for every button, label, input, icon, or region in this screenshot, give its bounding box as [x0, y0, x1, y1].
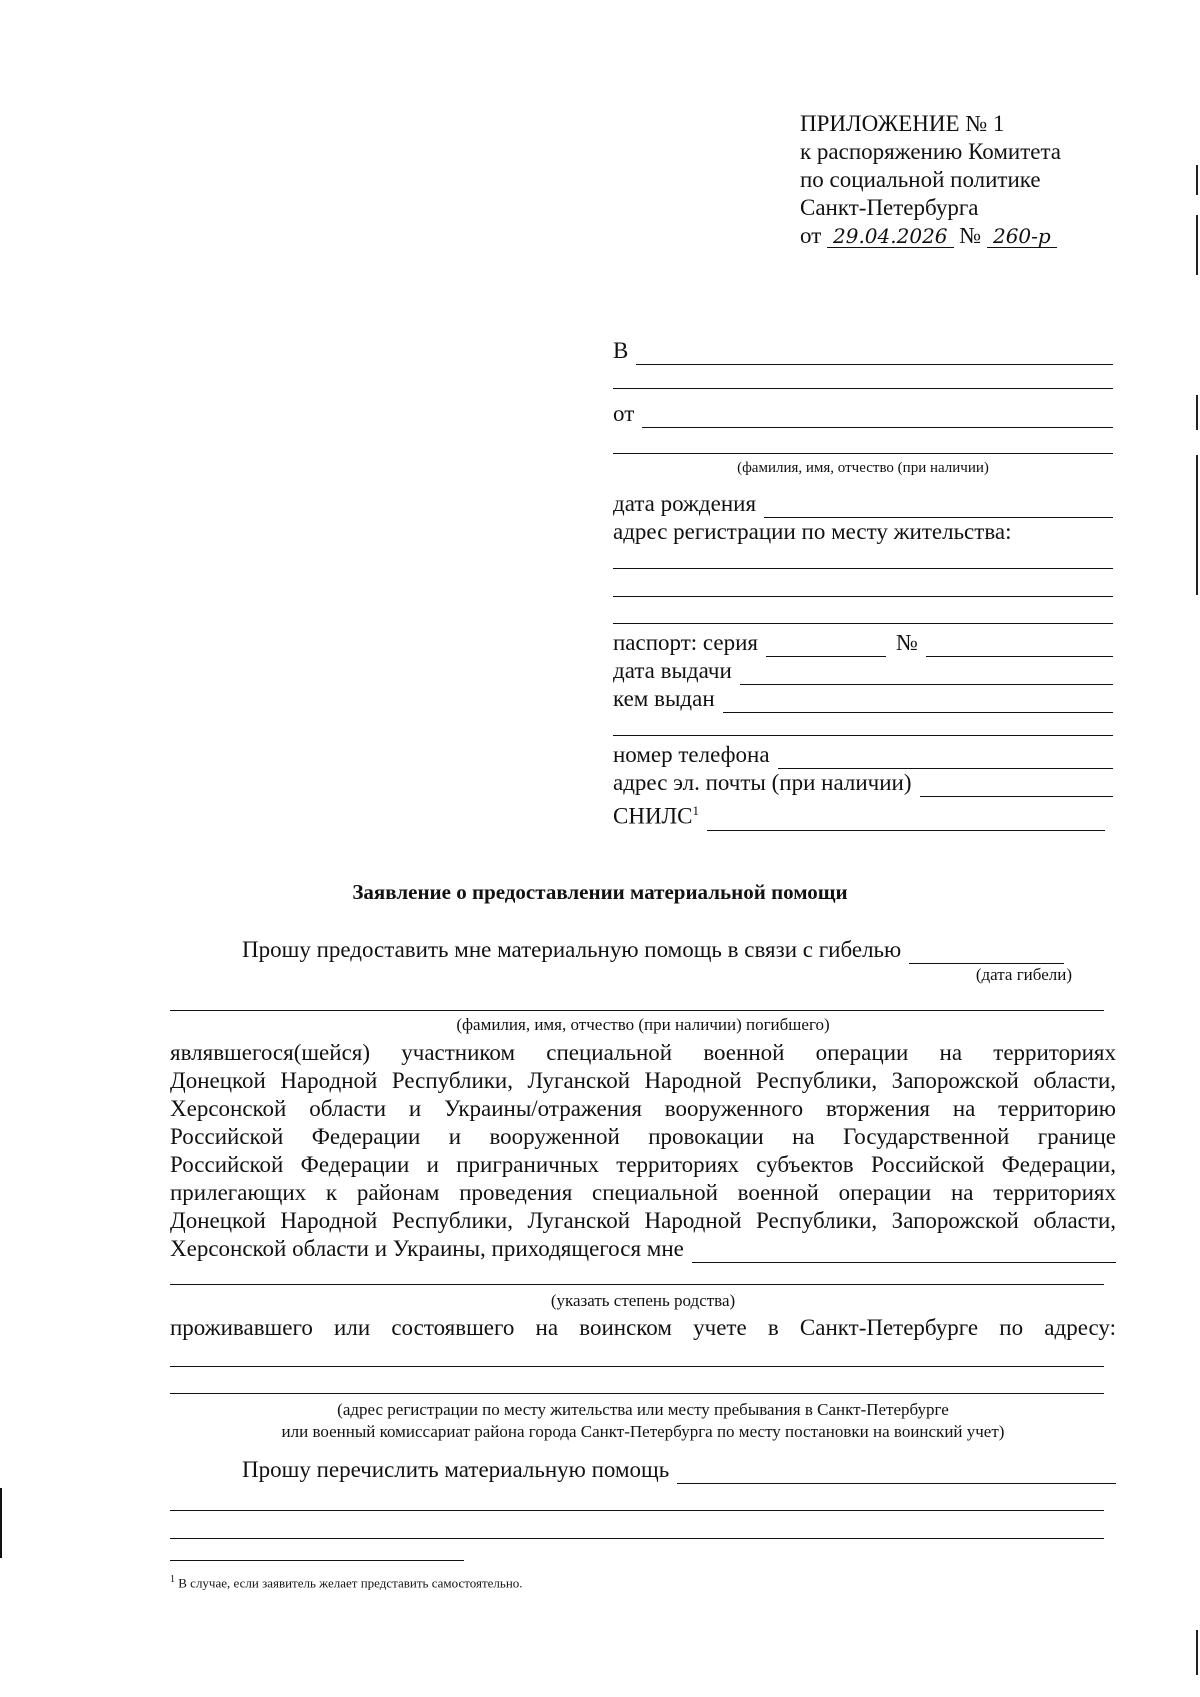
passport-number-label: № [896, 630, 918, 655]
to-row [613, 337, 1113, 365]
appendix-date-row [800, 222, 1061, 250]
body-line-5: Российской Федерации и приграничных территориях субъектов Российской Федерации, [170, 1152, 1116, 1177]
death-date-caption: (дата гибели) [975, 965, 1072, 984]
body-line-2: Донецкой Народной Республики, Луганской Народной Республики, Запорожской области, [170, 1068, 1116, 1093]
appendix-line-4: Санкт-Петербурга [800, 195, 979, 220]
kinship-field[interactable] [692, 1240, 1116, 1263]
residence-address-line-2[interactable] [170, 1393, 1116, 1394]
issued-by-label: кем выдан [613, 686, 715, 711]
snils-footnote-mark: 1 [692, 803, 700, 818]
address-caption-line-1: (адрес регистрации по месту жительства или месту пребывания в Санкт-Петербурге [337, 1400, 949, 1419]
body-line-1: являвшегося(шейся) участником специальной военной операции на территориях [170, 1040, 1116, 1065]
from-label: от [613, 401, 635, 426]
residence-text: проживавшего или состоявшего на воинском учете в Санкт-Петербурге по адресу: [170, 1315, 1116, 1340]
kinship-field-line-2[interactable] [170, 1284, 1116, 1285]
appendix-block [800, 110, 1061, 250]
date-prefix: от [800, 223, 822, 248]
phone-field[interactable] [778, 746, 1113, 769]
email-field[interactable] [920, 774, 1114, 797]
footnote-text: В случае, если заявитель желает представить самостоятельно. [178, 1575, 523, 1591]
birth-date-block [613, 490, 1113, 546]
footnote-mark: 1 [170, 1574, 175, 1585]
scan-edge-mark [1196, 215, 1198, 275]
body-line-8: Херсонской области и Украины, приходящегося мне [170, 1236, 684, 1261]
passport-series-label: паспорт: серия [613, 630, 759, 655]
address-line-1[interactable] [613, 568, 1113, 569]
birth-date-label: дата рождения [613, 491, 757, 516]
scan-edge-mark [1196, 1630, 1198, 1675]
to-label: В [613, 338, 629, 363]
appendix-line-2: к распоряжению Комитета [800, 139, 1061, 164]
footnote-rule [170, 1560, 464, 1561]
footnote [170, 1574, 523, 1591]
deceased-name-field[interactable] [170, 1010, 1116, 1011]
handwritten-number: 260-р [987, 225, 1057, 248]
snils-label: СНИЛС$^1$ [613, 803, 700, 829]
phone-label: номер телефона [613, 742, 770, 767]
scan-edge-mark [1196, 395, 1198, 430]
contact-block [613, 741, 1113, 831]
transfer-field-line-2[interactable] [170, 1510, 1116, 1511]
email-label: адрес эл. почты (при наличии) [613, 770, 912, 795]
snils-field[interactable] [707, 808, 1105, 831]
from-row [613, 400, 1113, 428]
appendix-title: ПРИЛОЖЕНИЕ № 1 [800, 111, 1005, 136]
transfer-field[interactable] [677, 1461, 1116, 1484]
request-block [170, 936, 1116, 986]
body-line-6: прилегающих к районам проведения специальной военной операции на территориях [170, 1180, 1116, 1205]
residence-address-line-1[interactable] [170, 1366, 1116, 1367]
applicant-form [613, 337, 1113, 365]
passport-block [613, 629, 1113, 713]
transfer-field-line-3[interactable] [170, 1538, 1116, 1539]
issued-by-field[interactable] [723, 690, 1113, 713]
body-line-4: Российской Федерации и вооруженной провокации на Государственной границе [170, 1124, 1116, 1149]
to-field-line-2[interactable] [613, 388, 1113, 389]
number-prefix: № [959, 223, 982, 248]
body-line-7: Донецкой Народной Республики, Луганской Народной Республики, Запорожской области, [170, 1208, 1116, 1233]
address-caption-line-2: или военный комиссариат района города Санкт-Петербурга по месту постановки на воинский учет) [281, 1422, 1005, 1441]
from-field-line-2[interactable] [613, 453, 1113, 454]
issue-date-field[interactable] [740, 662, 1113, 685]
body-paragraph [170, 1039, 1116, 1263]
birth-date-field[interactable] [764, 495, 1113, 518]
deceased-name-caption: (фамилия, имя, отчество (при наличии) погибшего) [456, 1015, 830, 1034]
transfer-text: Прошу перечислить материальную помощь [242, 1457, 670, 1482]
transfer-block [170, 1456, 1116, 1484]
address-label: адрес регистрации по месту жительства: [613, 519, 1012, 544]
application-title: Заявление о предоставлении материальной помощи [352, 880, 848, 904]
name-caption: (фамилия, имя, отчество (при наличии) [737, 460, 989, 476]
from-field[interactable] [642, 405, 1113, 428]
death-date-field[interactable] [909, 941, 1064, 964]
passport-number-field[interactable] [926, 634, 1113, 657]
issue-date-label: дата выдачи [613, 658, 732, 683]
body-line-3: Херсонской области и Украины/отражения вооруженного вторжения на территорию [170, 1096, 1116, 1121]
scan-edge-mark [1196, 455, 1198, 595]
scan-margin-mark [0, 1488, 2, 1558]
kinship-caption: (указать степень родства) [550, 1291, 736, 1310]
address-line-2[interactable] [613, 596, 1113, 597]
scan-edge-mark [1196, 165, 1198, 195]
to-field[interactable] [636, 342, 1113, 365]
address-line-3[interactable] [613, 623, 1113, 624]
passport-series-field[interactable] [766, 634, 886, 657]
appendix-line-3: по социальной политике [800, 167, 1041, 192]
issued-by-line-2[interactable] [613, 735, 1113, 736]
handwritten-date: 29.04.2026 [827, 225, 954, 248]
from-block [613, 400, 1113, 428]
request-text: Прошу предоставить мне материальную помощь в связи с гибелью [242, 937, 902, 962]
